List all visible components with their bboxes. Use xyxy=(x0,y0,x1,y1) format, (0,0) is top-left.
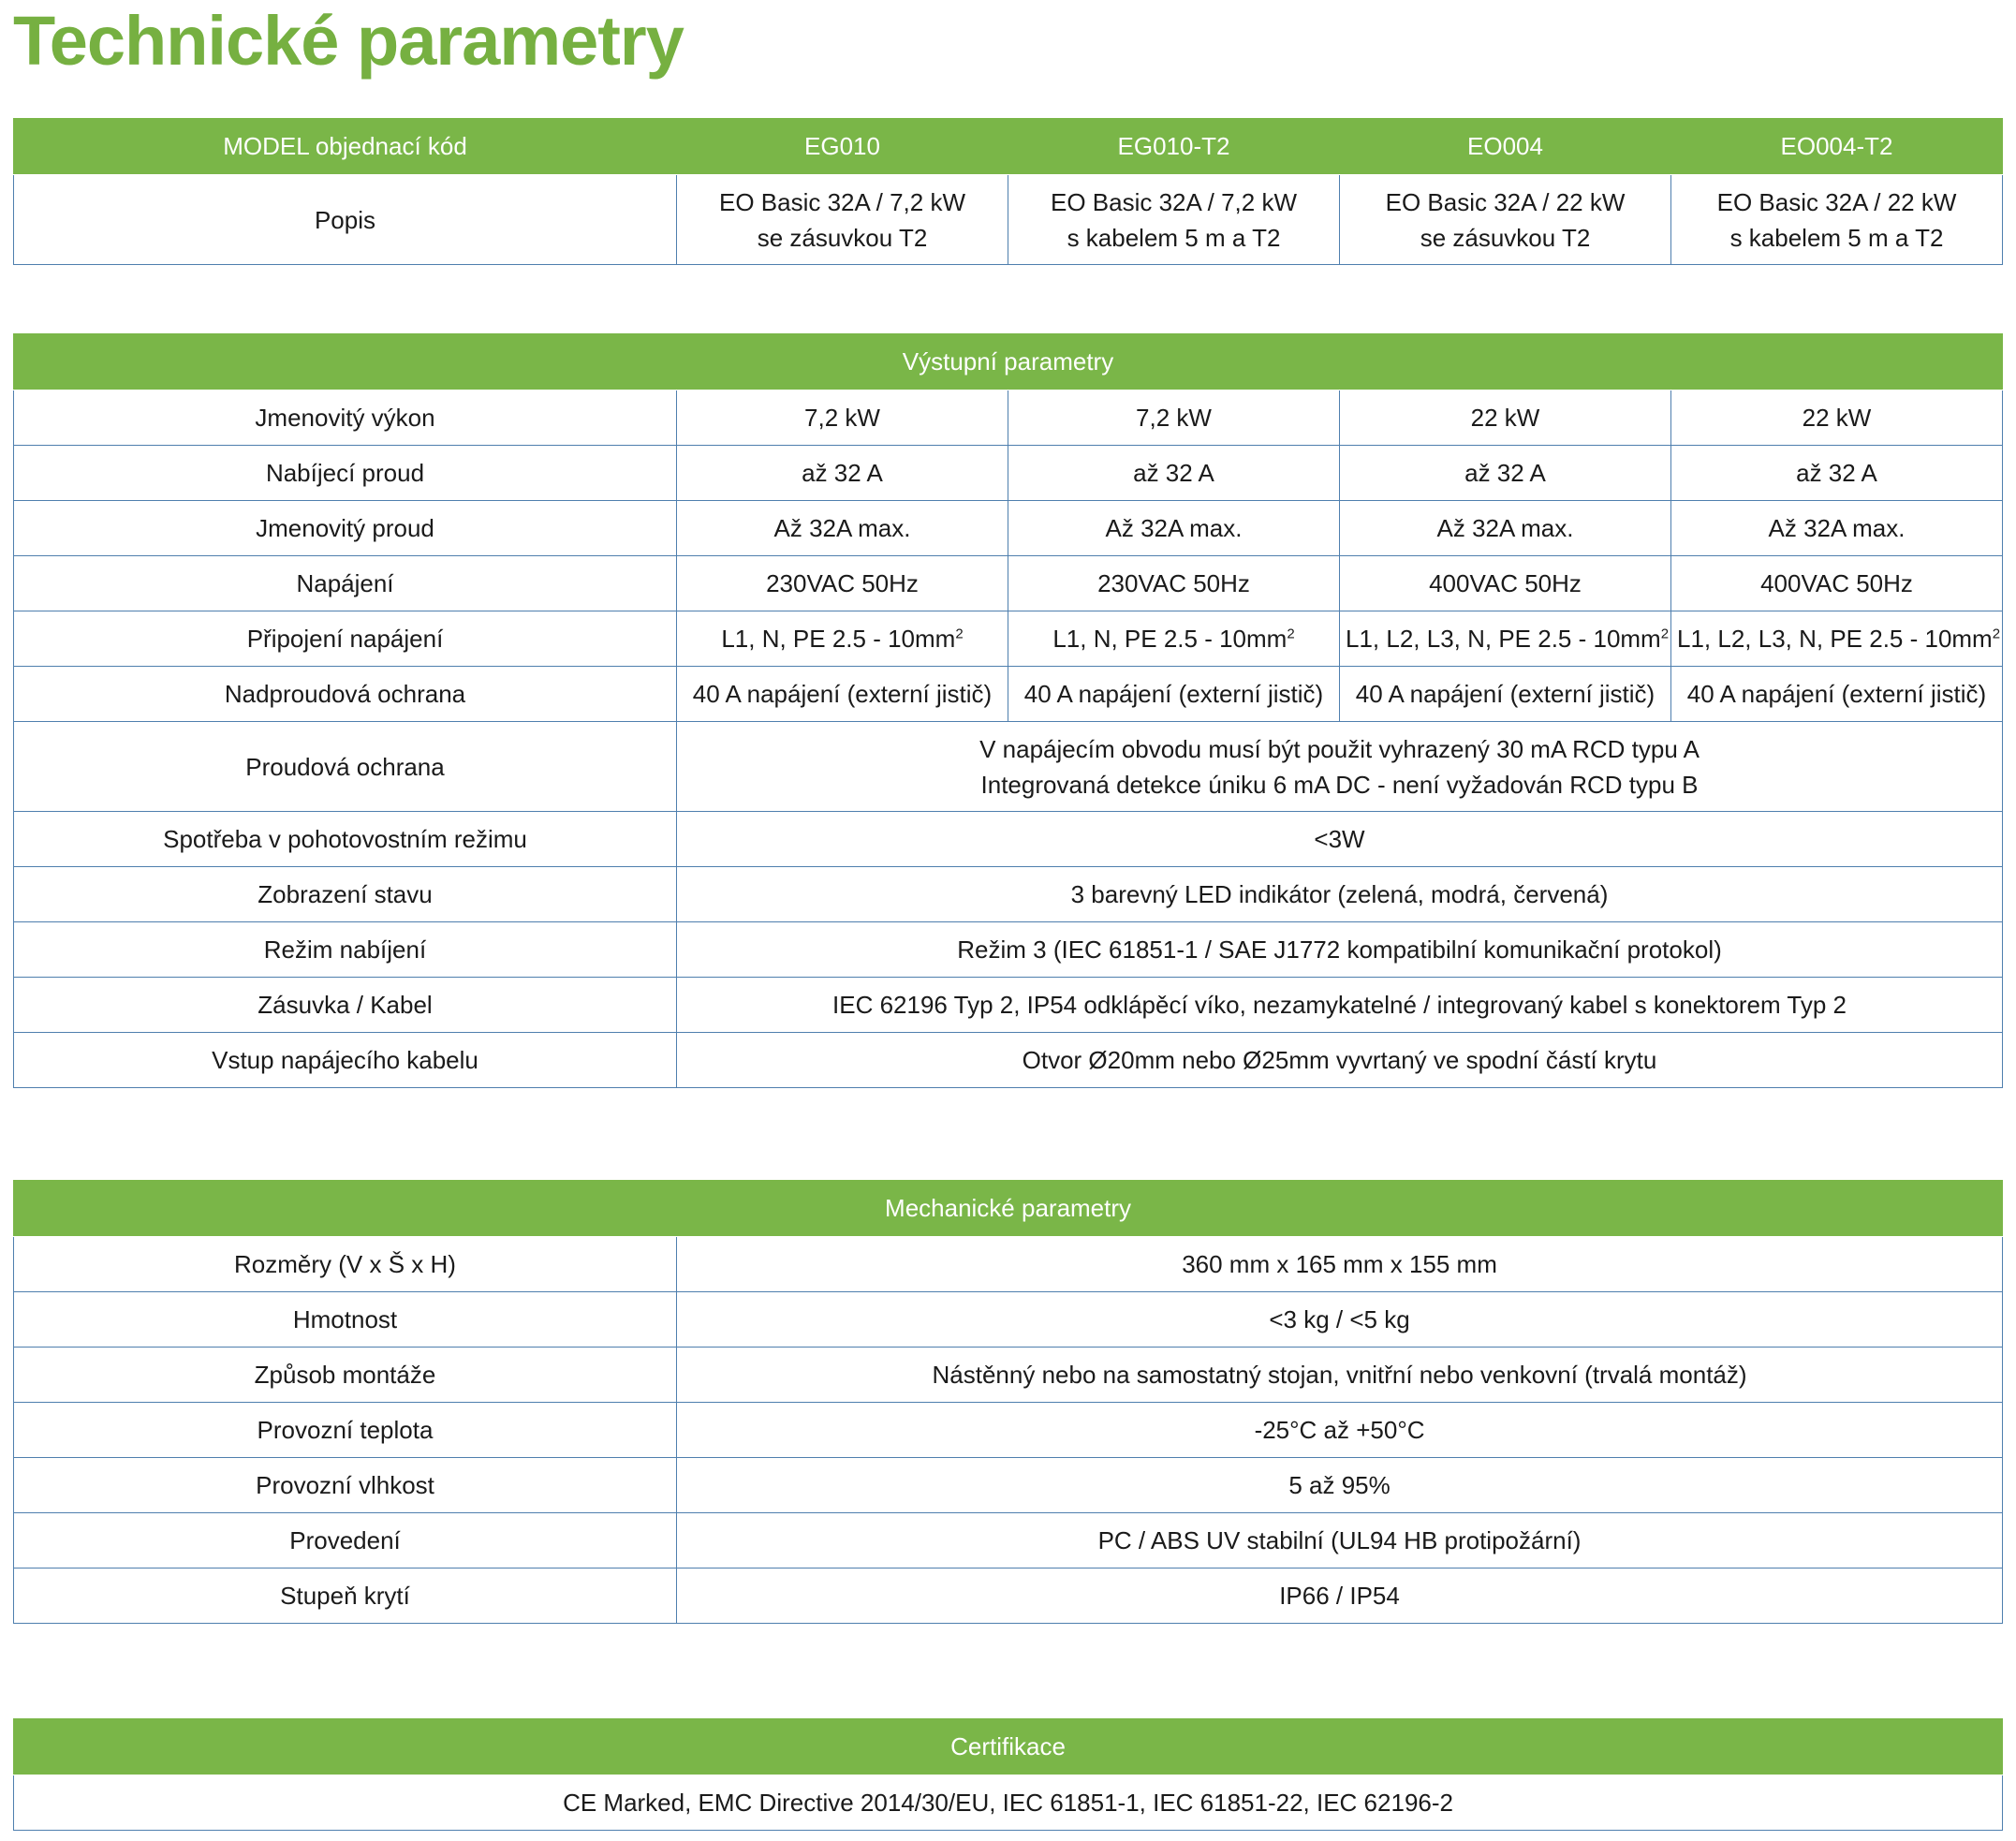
description-cell: EO Basic 32A / 22 kW se zásuvkou T2 xyxy=(1340,175,1671,265)
table-row xyxy=(14,1237,2003,1292)
row-value: až 32 A xyxy=(1671,446,2003,501)
table-row xyxy=(14,1403,2003,1458)
row-label: Režim nabíjení xyxy=(14,922,677,978)
row-label: Stupeň krytí xyxy=(14,1569,677,1624)
model-table xyxy=(13,118,2003,265)
row-label: Jmenovitý výkon xyxy=(14,390,677,446)
row-label: Proudová ochrana xyxy=(14,722,677,812)
certification-header: Certifikace xyxy=(14,1719,2003,1775)
table-row xyxy=(14,1513,2003,1569)
table-row xyxy=(14,978,2003,1033)
row-label: Hmotnost xyxy=(14,1292,677,1348)
row-value: 22 kW xyxy=(1340,390,1671,446)
row-label: Provozní vlhkost xyxy=(14,1458,677,1513)
page-title: Technické parametry xyxy=(13,2,684,80)
row-value: Nástěnný nebo na samostatný stojan, vnitřní nebo venkovní (trvalá montáž) xyxy=(677,1348,2003,1403)
row-value: <3 kg / <5 kg xyxy=(677,1292,2003,1348)
model-code-eg010-t2: EG010-T2 xyxy=(1008,119,1340,175)
table-row xyxy=(14,667,2003,722)
model-header-label: MODEL objednací kód xyxy=(14,119,677,175)
row-value: V napájecím obvodu musí být použit vyhrazený 30 mA RCD typu A Integrovaná detekce úniku 6 mA DC - není vyžadován RCD typu B xyxy=(677,722,2003,812)
row-value: 230VAC 50Hz xyxy=(677,556,1008,611)
row-value: 3 barevný LED indikátor (zelená, modrá, červená) xyxy=(677,867,2003,922)
table-row xyxy=(14,556,2003,611)
row-value: až 32 A xyxy=(1340,446,1671,501)
certification-value: CE Marked, EMC Directive 2014/30/EU, IEC 61851-1, IEC 61851-22, IEC 62196-2 xyxy=(14,1775,2003,1831)
row-value: až 32 A xyxy=(677,446,1008,501)
row-value: L1, N, PE $2.5 - 10mm^2$ xyxy=(677,611,1008,667)
mechanical-parameters-table xyxy=(13,1180,2003,1624)
model-code-eg010: EG010 xyxy=(677,119,1008,175)
row-value: 5 až 95% xyxy=(677,1458,2003,1513)
description-cell: EO Basic 32A / 22 kW s kabelem 5 m a T2 xyxy=(1671,175,2003,265)
row-value: PC / ABS UV stabilní (UL94 HB protipožární) xyxy=(677,1513,2003,1569)
row-value: 40 A napájení (externí jistič) xyxy=(677,667,1008,722)
row-label: Provedení xyxy=(14,1513,677,1569)
description-label: Popis xyxy=(14,175,677,265)
row-value: L1, L2, L3, N, PE $2.5 - 10mm^2$ xyxy=(1671,611,2003,667)
row-label: Nadproudová ochrana xyxy=(14,667,677,722)
row-label: Způsob montáže xyxy=(14,1348,677,1403)
row-value: IEC 62196 Typ 2, IP54 odklápěcí víko, nezamykatelné / integrovaný kabel s konektorem Typ 2 xyxy=(677,978,2003,1033)
row-value: IP66 / IP54 xyxy=(677,1569,2003,1624)
row-value: Otvor Ø20mm nebo Ø25mm vyvrtaný ve spodní částí krytu xyxy=(677,1033,2003,1088)
row-value: 7,2 kW xyxy=(1008,390,1340,446)
table-row xyxy=(14,1775,2003,1831)
row-label: Rozměry (V x Š x H) xyxy=(14,1237,677,1292)
table-row xyxy=(14,722,2003,812)
row-value: Až 32A max. xyxy=(1008,501,1340,556)
mechanical-parameters-header: Mechanické parametry xyxy=(14,1181,2003,1237)
row-label: Zobrazení stavu xyxy=(14,867,677,922)
certification-table xyxy=(13,1718,2003,1831)
model-header-row xyxy=(14,119,2003,175)
row-value: 400VAC 50Hz xyxy=(1340,556,1671,611)
description-cell: EO Basic 32A / 7,2 kW se zásuvkou T2 xyxy=(677,175,1008,265)
table-row xyxy=(14,1458,2003,1513)
row-value: 40 A napájení (externí jistič) xyxy=(1671,667,2003,722)
row-label: Vstup napájecího kabelu xyxy=(14,1033,677,1088)
row-label: Jmenovitý proud xyxy=(14,501,677,556)
row-value: 22 kW xyxy=(1671,390,2003,446)
table-row xyxy=(14,446,2003,501)
table-row xyxy=(14,611,2003,667)
description-row xyxy=(14,175,2003,265)
row-value: <3W xyxy=(677,812,2003,867)
row-label: Spotřeba v pohotovostním režimu xyxy=(14,812,677,867)
row-label: Provozní teplota xyxy=(14,1403,677,1458)
row-value: 360 mm x 165 mm x 155 mm xyxy=(677,1237,2003,1292)
table-row xyxy=(14,812,2003,867)
table-row xyxy=(14,501,2003,556)
table-row xyxy=(14,922,2003,978)
row-value: až 32 A xyxy=(1008,446,1340,501)
description-cell: EO Basic 32A / 7,2 kW s kabelem 5 m a T2 xyxy=(1008,175,1340,265)
row-value: Režim 3 (IEC 61851-1 / SAE J1772 kompatibilní komunikační protokol) xyxy=(677,922,2003,978)
row-label: Nabíjecí proud xyxy=(14,446,677,501)
output-parameters-table xyxy=(13,333,2003,1088)
model-code-eo004: EO004 xyxy=(1340,119,1671,175)
row-label: Napájení xyxy=(14,556,677,611)
model-code-eo004-t2: EO004-T2 xyxy=(1671,119,2003,175)
table-row xyxy=(14,1292,2003,1348)
row-value: -25°C až +50°C xyxy=(677,1403,2003,1458)
row-label: Připojení napájení xyxy=(14,611,677,667)
row-value: Až 32A max. xyxy=(677,501,1008,556)
table-row xyxy=(14,390,2003,446)
row-value: 7,2 kW xyxy=(677,390,1008,446)
table-row xyxy=(14,1569,2003,1624)
row-value: 400VAC 50Hz xyxy=(1671,556,2003,611)
table-row xyxy=(14,1348,2003,1403)
output-parameters-header: Výstupní parametry xyxy=(14,334,2003,390)
row-value: 230VAC 50Hz xyxy=(1008,556,1340,611)
row-value: 40 A napájení (externí jistič) xyxy=(1008,667,1340,722)
table-row xyxy=(14,867,2003,922)
row-value: L1, N, PE $2.5 - 10mm^2$ xyxy=(1008,611,1340,667)
row-value: Až 32A max. xyxy=(1671,501,2003,556)
row-value: 40 A napájení (externí jistič) xyxy=(1340,667,1671,722)
row-value: Až 32A max. xyxy=(1340,501,1671,556)
row-label: Zásuvka / Kabel xyxy=(14,978,677,1033)
table-row xyxy=(14,1033,2003,1088)
row-value: L1, L2, L3, N, PE $2.5 - 10mm^2$ xyxy=(1340,611,1671,667)
